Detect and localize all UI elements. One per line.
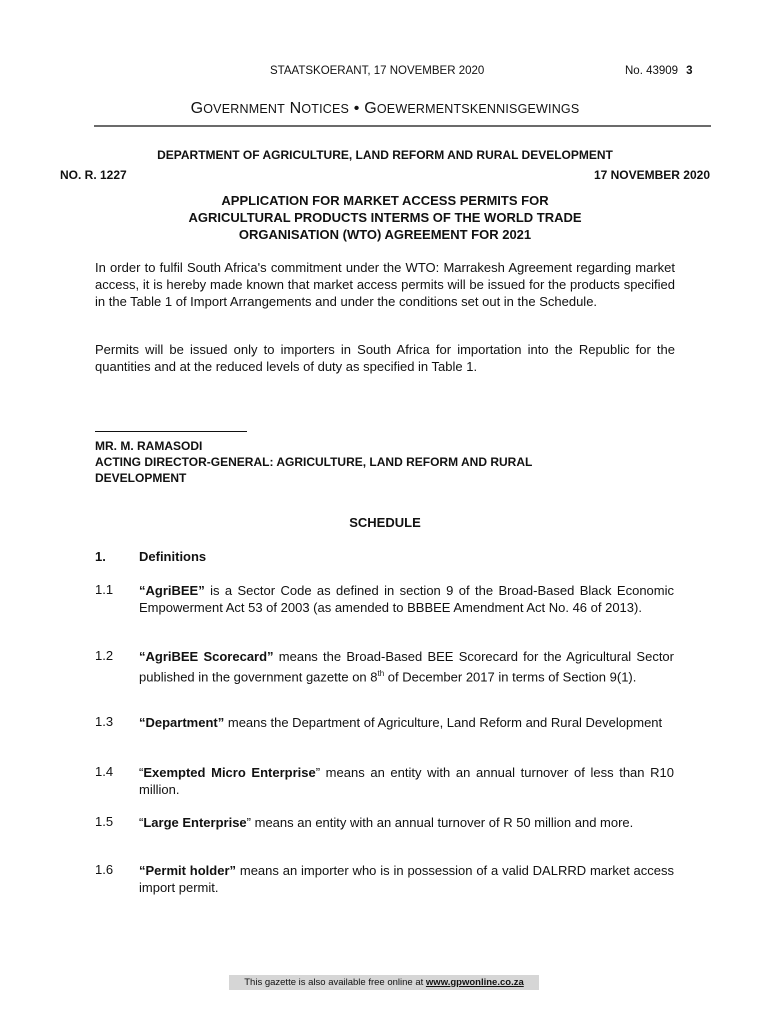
schedule-heading: SCHEDULE	[349, 515, 421, 530]
definition-department: “Department” means the Department of Agriculture, Land Reform and Rural Development	[139, 715, 663, 730]
issue-number	[625, 65, 692, 77]
department-name: DEPARTMENT OF AGRICULTURE, LAND REFORM AND RURAL DEVELOPMENT	[157, 148, 613, 162]
definition-number: 1.5	[95, 814, 114, 829]
section-number: 1.	[95, 549, 106, 564]
section-heading: Definitions	[139, 549, 207, 564]
footer-text: This gazette is also available free online at	[244, 977, 426, 988]
definition-permit-holder: “Permit holder” means an importer who is in possession of a valid DALRRD market access import permit.	[139, 863, 674, 895]
definition-number: 1.4	[95, 764, 114, 779]
definition-number: 1.1	[95, 582, 114, 597]
signatory-title: ACTING DIRECTOR-GENERAL: AGRICULTURE, LAND REFORM AND RURAL	[95, 455, 533, 469]
signature-line	[95, 431, 247, 432]
section-divider	[94, 125, 711, 127]
section-title: GOVERNMENT NOTICES • GOEWERMENTSKENNISGEWINGS	[190, 100, 580, 117]
notice-title: APPLICATION FOR MARKET ACCESS PERMITS FOR AGRICULTURAL PRODUCTS INTERMS OF THE WORLD TRADE ORGANISATION (WTO) AGREEMENT FOR 2021	[188, 193, 582, 242]
definition-number: 1.6	[95, 862, 114, 877]
signatory-name: MR. M. RAMASODI	[95, 439, 203, 453]
footer-banner	[229, 975, 539, 990]
definition-exempted-micro-enterprise: “Exempted Micro Enterprise” means an entity with an annual turnover of less than R10 million.	[139, 765, 674, 797]
definition-number: 1.2	[95, 648, 114, 663]
gpwonline-link[interactable]: www.gpwonline.co.za	[425, 977, 524, 988]
notice-number: NO. R. 1227	[60, 168, 127, 182]
permits-paragraph: Permits will be issued only to importers in South Africa for importation into the Republic for the quantities and at the reduced levels of duty as specified in Table 1.	[95, 342, 675, 374]
issue-label: No. 43909	[625, 65, 679, 77]
gazette-name: STAATSKOERANT, 17 NOVEMBER 2020	[270, 65, 485, 77]
definition-agribee: “AgriBEE” is a Sector Code as defined in section 9 of the Broad-Based Black Economic Empowerment Act 53 of 2003 (as amended to BBBEE Amendment Act No. 46 of 2013).	[139, 583, 674, 615]
page-number: 3	[686, 65, 693, 77]
definition-large-enterprise: “Large Enterprise” means an entity with an annual turnover of R 50 million and more.	[139, 815, 634, 830]
signatory-block	[95, 438, 655, 486]
notice-date: 17 NOVEMBER 2020	[593, 168, 710, 182]
definition-number: 1.3	[95, 714, 114, 729]
definition-agribee-scorecard: “AgriBEE Scorecard” means the Broad-Based BEE Scorecard for the Agricultural Sector published in the government gazette on 8th of December 2017 in terms of Section 9(1).	[139, 649, 674, 685]
intro-paragraph: In order to fulfil South Africa's commitment under the WTO: Marrakesh Agreement regarding market access, it is hereby made known that market access permits will be issued for the products specified in the Table 1 of Import Arrangements and under the conditions set out in the Schedule.	[95, 260, 675, 309]
signatory-title-cont: DEVELOPMENT	[95, 471, 187, 485]
